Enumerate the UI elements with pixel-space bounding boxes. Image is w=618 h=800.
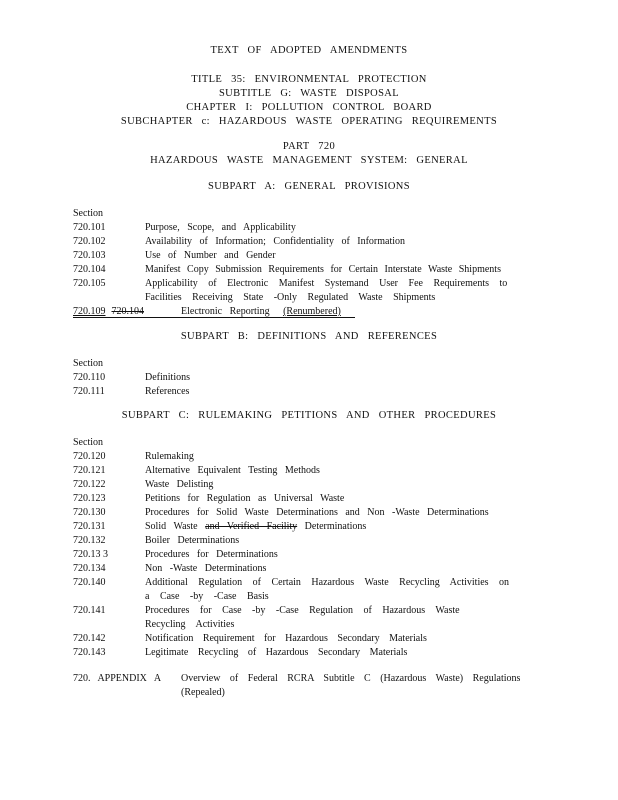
section-title: Availability of Information; Confidentiality of Information [145, 236, 406, 247]
section-number: 720.122 [73, 479, 106, 490]
section-label: Section [73, 208, 103, 219]
section-number: 720.121 [73, 465, 106, 476]
subpart-a-heading: SUBPART A: GENERAL PROVISIONS [208, 181, 410, 192]
section-title: References [145, 386, 190, 397]
section-number: 720.140 [73, 577, 106, 588]
section-title: Purpose, Scope, and Applicability [145, 222, 296, 233]
section-number: 720.110 [73, 372, 106, 383]
section-number: 720.111 [73, 386, 105, 397]
section-number: 720.101 [73, 222, 106, 233]
part-title: HAZARDOUS WASTE MANAGEMENT SYSTEM: GENERAL [150, 155, 468, 166]
section-title: Boiler Determinations [145, 535, 240, 546]
subpart-c-heading: SUBPART C: RULEMAKING PETITIONS AND OTHER PROCEDURES [121, 410, 497, 421]
section-title: Petitions for Regulation as Universal Waste [145, 493, 345, 504]
section-title: Alternative Equivalent Testing Methods [145, 465, 320, 476]
section-number: 720.120 [73, 451, 106, 462]
section-number: 720.142 [73, 633, 106, 644]
section-title: Definitions [145, 372, 190, 383]
appendix-number: 720. APPENDIX A [73, 673, 162, 684]
section-title-text: Electronic Reporting [181, 306, 270, 317]
section-number: 720.134 [73, 563, 106, 574]
old-section-number: 720.104 [111, 306, 144, 317]
document-heading: TEXT OF ADOPTED AMENDMENTS [210, 45, 408, 56]
section-title: Non -Waste Determinations [145, 563, 267, 574]
section-number: 720.13 3 [73, 549, 108, 560]
section-number: 720.104 [73, 264, 106, 275]
section-number: 720.143 [73, 647, 106, 658]
chapter-line: CHAPTER I: POLLUTION CONTROL BOARD [186, 102, 432, 113]
section-label: Section [73, 437, 103, 448]
section-title: Use of Number and Gender [145, 250, 276, 261]
struck-text: and Verified Facility [205, 521, 298, 532]
subchapter-line: SUBCHAPTER c: HAZARDOUS WASTE OPERATING REQUIREMENTS [120, 116, 498, 127]
renumbered-note: (Renumbered) [283, 306, 341, 317]
subtitle-line: SUBTITLE G: WASTE DISPOSAL [218, 88, 400, 99]
section-number: 720.103 [73, 250, 106, 261]
section-title: Legitimate Recycling of Hazardous Secondary Materials [145, 647, 408, 658]
section-title: Waste Delisting [145, 479, 214, 490]
title-line: TITLE 35: ENVIRONMENTAL PROTECTION [191, 74, 427, 85]
section-title: Procedures for Solid Waste Determinations and Non -Waste Determinations [145, 507, 489, 518]
section-number: 720.130 [73, 507, 106, 518]
section-title: Rulemaking [145, 451, 194, 462]
section-label: Section [73, 358, 103, 369]
section-title-text: Determinations [304, 521, 367, 532]
underline-rule [73, 317, 355, 318]
new-section-number: 720.109 [73, 306, 106, 317]
section-number: 720.131 [73, 521, 106, 532]
part-number: PART 720 [282, 141, 336, 152]
appendix-title: Overview of Federal RCRA Subtitle C (Hazardous Waste) Regulations (Repealed) [181, 673, 521, 698]
section-number: 720.102 [73, 236, 106, 247]
section-title: Procedures for Determinations [145, 549, 278, 560]
section-title: Applicability of Electronic Manifest Systemand User Fee Requirements to Facilities Receiving State -Only Regulated Waste Shipments [145, 278, 508, 303]
section-title: Notification Requirement for Hazardous Secondary Materials [145, 633, 427, 644]
section-number: 720.105 [73, 278, 106, 289]
section-number: 720.141 [73, 605, 106, 616]
subpart-b-heading: SUBPART B: DEFINITIONS AND REFERENCES [180, 331, 438, 342]
section-title: Manifest Copy Submission Requirements for Certain Interstate Waste Shipments [145, 264, 501, 275]
section-title [145, 520, 366, 534]
section-title-text: Solid Waste [145, 521, 198, 532]
section-number: 720.132 [73, 535, 106, 546]
section-title: Procedures for Case -by -Case Regulation of Hazardous Waste Recycling Activities [145, 605, 460, 630]
section-number: 720.123 [73, 493, 106, 504]
section-title: Additional Regulation of Certain Hazardous Waste Recycling Activities on a Case -by -Case Basis [145, 577, 510, 602]
